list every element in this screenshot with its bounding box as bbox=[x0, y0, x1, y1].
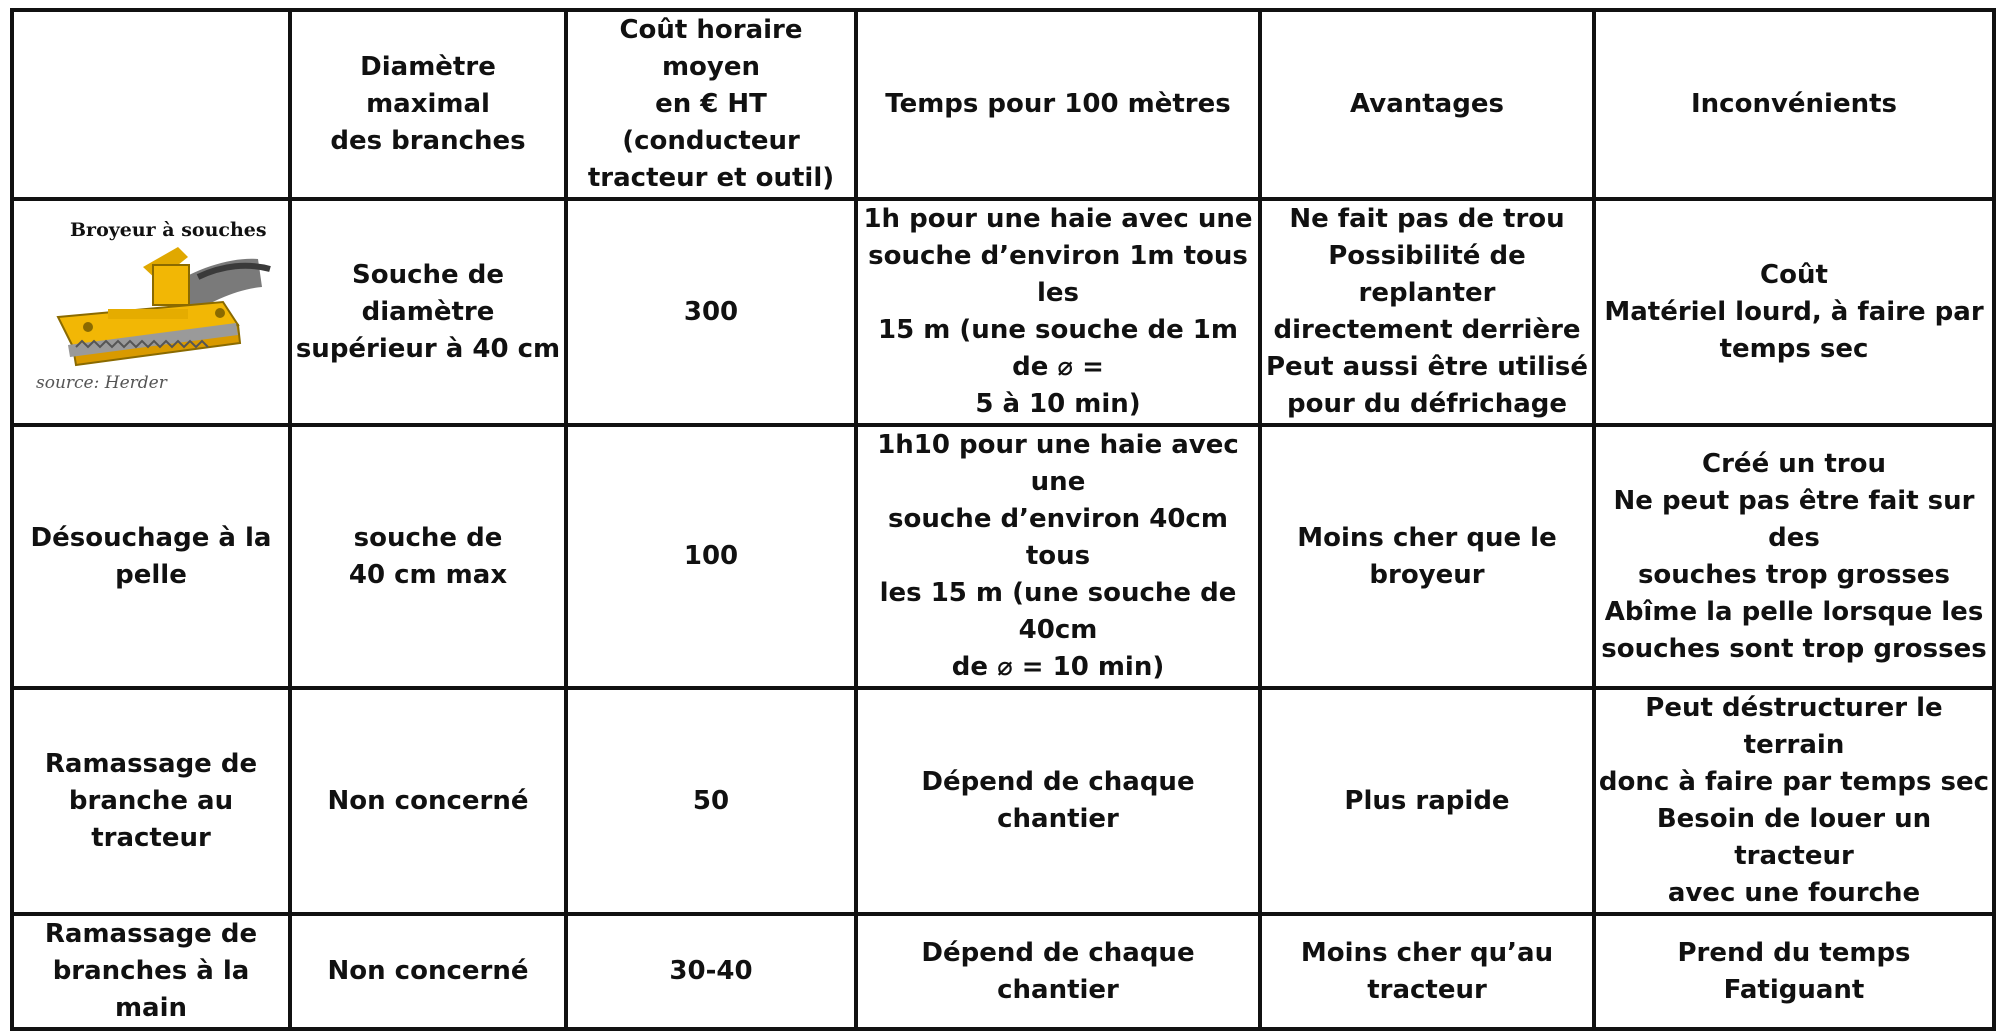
method-cell: Ramassage de branche au tracteur bbox=[12, 688, 290, 914]
diameter-cell: Non concerné bbox=[290, 688, 566, 914]
time-cell: Dépend de chaque chantier bbox=[856, 688, 1260, 914]
table-row bbox=[12, 199, 1994, 425]
diameter-cell: souche de 40 cm max bbox=[290, 425, 566, 688]
header-diameter: Diamètre maximal des branches bbox=[290, 10, 566, 199]
advantages-cell: Moins cher qu’au tracteur bbox=[1260, 914, 1594, 1029]
header-row bbox=[12, 10, 1994, 199]
image-source: source: Herder bbox=[36, 373, 167, 393]
advantages-cell: Moins cher que le broyeur bbox=[1260, 425, 1594, 688]
advantages-cell: Plus rapide bbox=[1260, 688, 1594, 914]
table-row bbox=[12, 425, 1994, 688]
diameter-cell: Souche de diamètre supérieur à 40 cm bbox=[290, 199, 566, 425]
table-row bbox=[12, 914, 1994, 1029]
comparison-table bbox=[10, 8, 1996, 1031]
table-row bbox=[12, 688, 1994, 914]
time-cell: 1h10 pour une haie avec une souche d’environ 40cm tous les 15 m (une souche de 40cm de ⌀ = 10 min) bbox=[856, 425, 1260, 688]
drawbacks-cell: Prend du temps Fatiguant bbox=[1594, 914, 1994, 1029]
cost-cell: 100 bbox=[566, 425, 856, 688]
header-time: Temps pour 100 mètres bbox=[856, 10, 1260, 199]
image-title: Broyeur à souches bbox=[70, 219, 267, 241]
method-image-cell bbox=[12, 199, 290, 425]
method-cell: Ramassage de branches à la main bbox=[12, 914, 290, 1029]
header-cost: Coût horaire moyen en € HT (conducteur tracteur et outil) bbox=[566, 10, 856, 199]
cost-cell: 50 bbox=[566, 688, 856, 914]
header-advantages: Avantages bbox=[1260, 10, 1594, 199]
drawbacks-cell: Créé un trou Ne peut pas être fait sur des souches trop grosses Abîme la pelle lorsque les souches sont trop grosses bbox=[1594, 425, 1994, 688]
header-drawbacks: Inconvénients bbox=[1594, 10, 1994, 199]
time-cell: 1h pour une haie avec une souche d’environ 1m tous les 15 m (une souche de 1m de ⌀ = 5 à 10 min) bbox=[856, 199, 1260, 425]
stump-grinder-icon bbox=[48, 247, 278, 377]
advantages-cell: Ne fait pas de trou Possibilité de replanter directement derrière Peut aussi être utilisé pour du défrichage bbox=[1260, 199, 1594, 425]
cost-cell: 30-40 bbox=[566, 914, 856, 1029]
diameter-cell: Non concerné bbox=[290, 914, 566, 1029]
stump-grinder-image bbox=[28, 211, 290, 401]
drawbacks-cell: Coût Matériel lourd, à faire par temps sec bbox=[1594, 199, 1994, 425]
drawbacks-cell: Peut déstructurer le terrain donc à faire par temps sec Besoin de louer un tracteur avec une fourche bbox=[1594, 688, 1994, 914]
method-cell: Désouchage à la pelle bbox=[12, 425, 290, 688]
header-empty-cell bbox=[12, 10, 290, 199]
cost-cell: 300 bbox=[566, 199, 856, 425]
time-cell: Dépend de chaque chantier bbox=[856, 914, 1260, 1029]
